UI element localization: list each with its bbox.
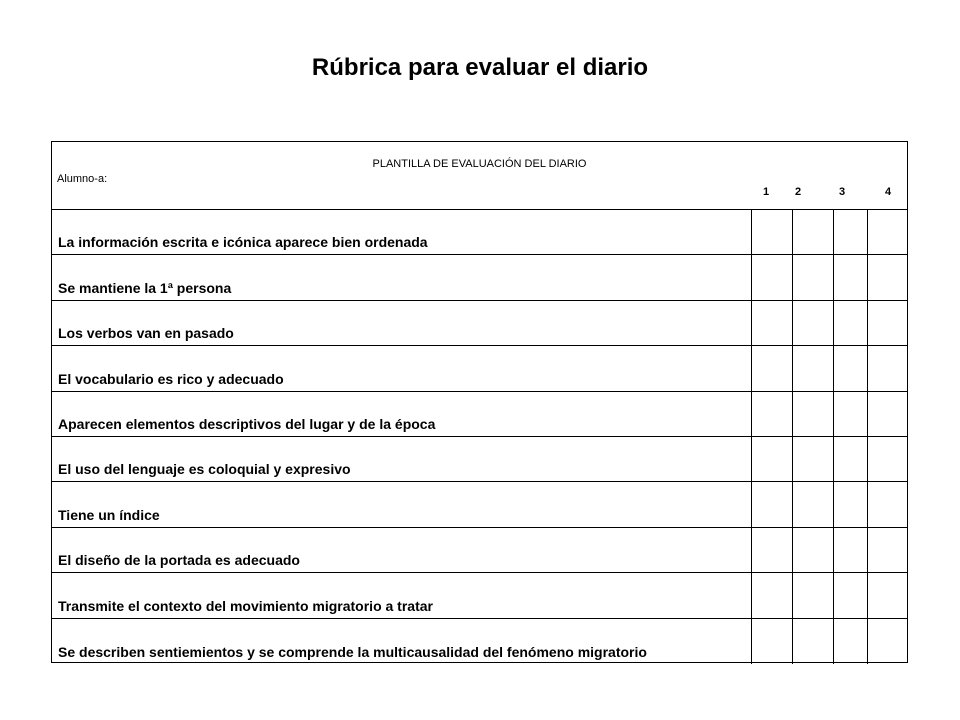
criterion-label: Se describen sentiemientos y se comprende la multicausalidad del fenómeno migratorio <box>58 643 647 660</box>
score-cell-4[interactable] <box>867 210 868 254</box>
criterion-label: Transmite el contexto del movimiento migratorio a tratar <box>58 597 433 614</box>
criterion-row <box>52 573 907 618</box>
score-cell-3[interactable] <box>833 437 834 481</box>
score-cell-4[interactable] <box>867 482 868 526</box>
criterion-label: El diseño de la portada es adecuado <box>58 552 300 569</box>
criterion-label: La información escrita e icónica aparece bien ordenada <box>58 234 428 251</box>
score-cell-2[interactable] <box>792 301 793 345</box>
score-cell-1[interactable] <box>751 346 752 390</box>
criterion-row <box>52 528 907 573</box>
score-cell-1[interactable] <box>751 392 752 436</box>
scale-label-2: 2 <box>795 186 802 198</box>
score-cell-4[interactable] <box>867 392 868 436</box>
criterion-row <box>52 346 907 391</box>
scale-label-4: 4 <box>885 186 892 198</box>
criterion-label: Se mantiene la 1ª persona <box>58 279 232 296</box>
criterion-row <box>52 210 907 255</box>
criterion-label: El uso del lenguaje es coloquial y expresivo <box>58 461 351 478</box>
score-cell-3[interactable] <box>833 301 834 345</box>
score-cell-2[interactable] <box>792 210 793 254</box>
score-cell-1[interactable] <box>751 619 752 664</box>
criterion-row <box>52 392 907 437</box>
score-cell-1[interactable] <box>751 528 752 572</box>
score-cell-4[interactable] <box>867 346 868 390</box>
criterion-row <box>52 619 907 664</box>
criterion-row <box>52 482 907 527</box>
criterion-label: Aparecen elementos descriptivos del lugar y de la época <box>58 415 436 432</box>
score-cell-2[interactable] <box>792 619 793 664</box>
page-title: Rúbrica para evaluar el diario <box>311 54 649 81</box>
score-cell-4[interactable] <box>867 301 868 345</box>
criterion-row <box>52 437 907 482</box>
score-cell-4[interactable] <box>867 619 868 664</box>
score-cell-4[interactable] <box>867 437 868 481</box>
score-cell-1[interactable] <box>751 255 752 299</box>
score-cell-1[interactable] <box>751 482 752 526</box>
score-cell-2[interactable] <box>792 346 793 390</box>
score-cell-2[interactable] <box>792 528 793 572</box>
score-cell-1[interactable] <box>751 573 752 617</box>
score-cell-1[interactable] <box>751 437 752 481</box>
score-cell-1[interactable] <box>751 301 752 345</box>
score-cell-4[interactable] <box>867 528 868 572</box>
score-cell-1[interactable] <box>751 210 752 254</box>
score-cell-4[interactable] <box>867 255 868 299</box>
score-cell-2[interactable] <box>792 255 793 299</box>
score-cell-3[interactable] <box>833 346 834 390</box>
criterion-row <box>52 255 907 300</box>
score-cell-2[interactable] <box>792 482 793 526</box>
scale-label-1: 1 <box>763 186 770 198</box>
score-cell-3[interactable] <box>833 392 834 436</box>
score-cell-3[interactable] <box>833 210 834 254</box>
criterion-row <box>52 301 907 346</box>
criterion-label: El vocabulario es rico y adecuado <box>58 370 284 387</box>
score-cell-3[interactable] <box>833 619 834 664</box>
score-cell-3[interactable] <box>833 573 834 617</box>
rubric-table <box>51 141 908 663</box>
score-cell-3[interactable] <box>833 528 834 572</box>
score-cell-3[interactable] <box>833 255 834 299</box>
score-cell-4[interactable] <box>867 573 868 617</box>
score-cell-2[interactable] <box>792 392 793 436</box>
score-cell-2[interactable] <box>792 573 793 617</box>
criterion-label: Los verbos van en pasado <box>58 325 234 342</box>
student-label: Alumno-a: <box>57 173 108 185</box>
score-cell-2[interactable] <box>792 437 793 481</box>
criterion-label: Tiene un índice <box>58 506 160 523</box>
score-cell-3[interactable] <box>833 482 834 526</box>
table-header <box>52 142 907 210</box>
header-title: PLANTILLA DE EVALUACIÓN DEL DIARIO <box>372 158 587 170</box>
scale-label-3: 3 <box>839 186 846 198</box>
